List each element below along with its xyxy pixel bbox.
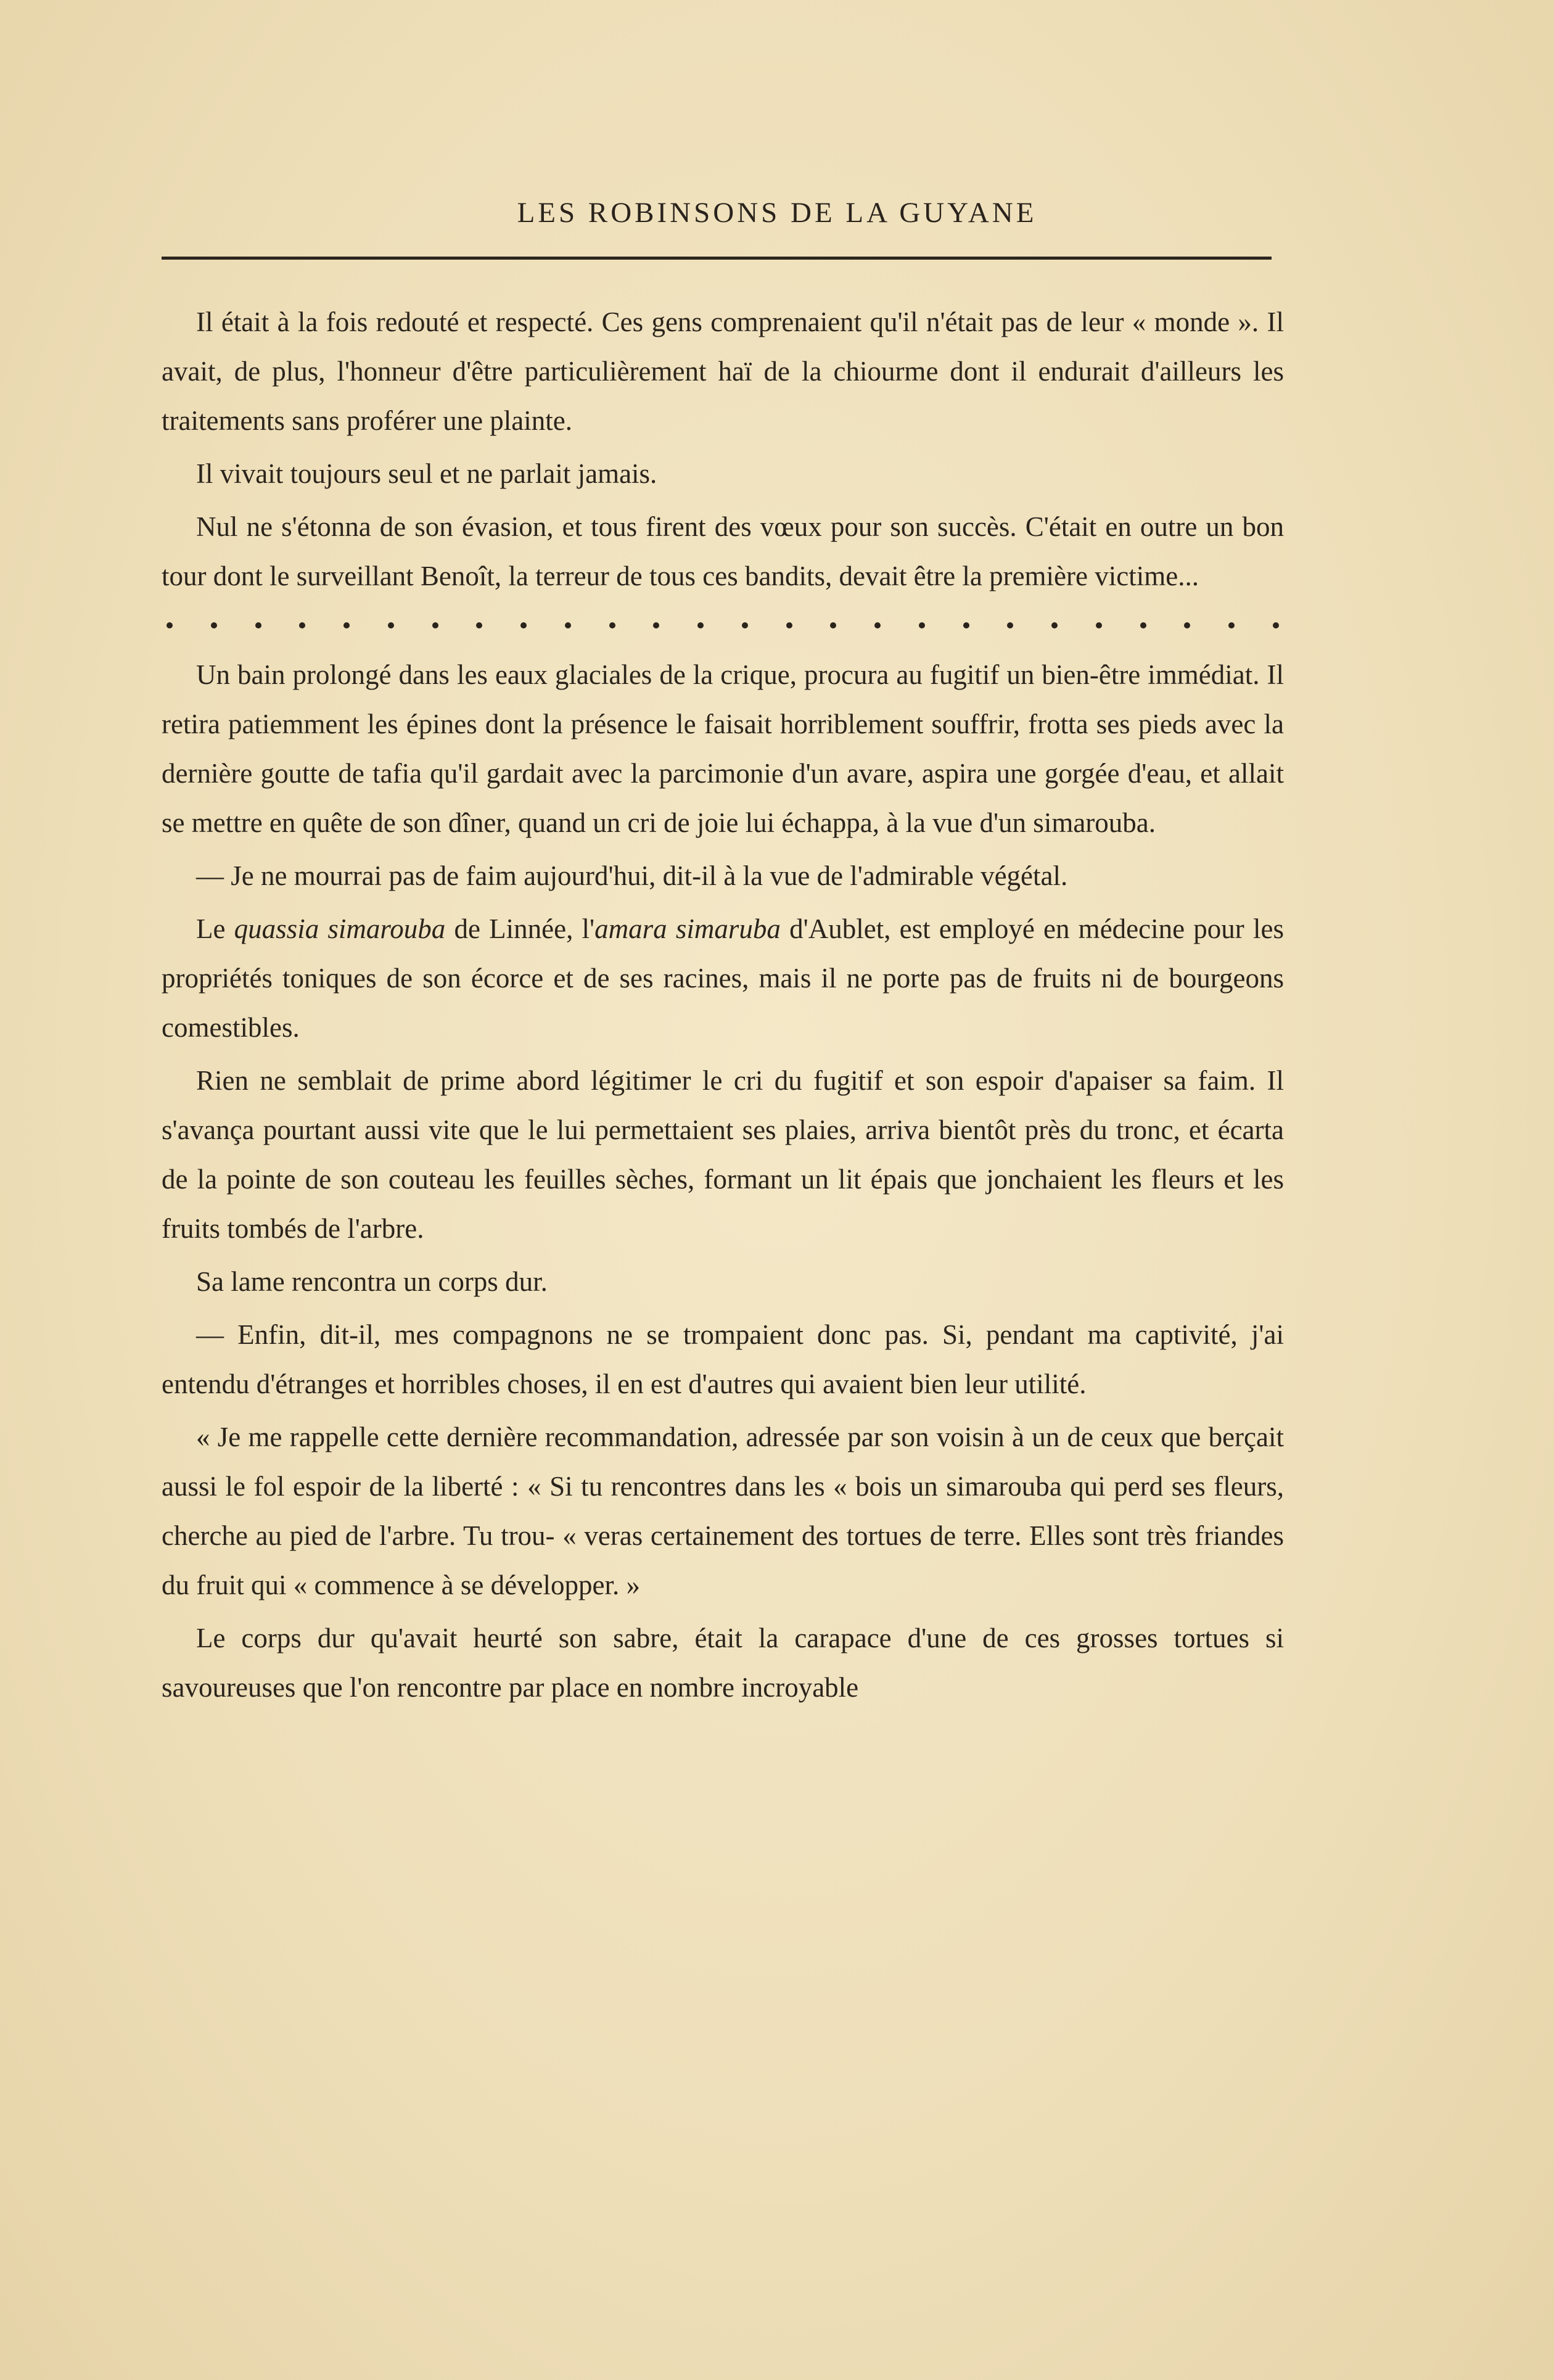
paragraph: Nul ne s'étonna de son évasion, et tous firent des vœux pour son succès. C'était en outre un bon tour dont le surveillant Benoît, la terreur de tous ces bandits, devait être la première victime... (162, 511, 1284, 591)
paragraph: Il vivait toujours seul et ne parlait jamais. (196, 458, 657, 489)
paragraph: — Je ne mourrai pas de faim aujourd'hui, dit-il à la vue de l'admirable végétal. (196, 860, 1068, 891)
italic-term: amara simaruba (594, 913, 781, 944)
paragraph: Sa lame rencontra un corps dur. (196, 1266, 548, 1297)
paragraph: — Enfin, dit-il, mes compagnons ne se trompaient donc pas. Si, pendant ma captivité, j'ai entendu d'étranges et horribles choses, il en est d'autres qui avaient bien leur utilité. (162, 1319, 1284, 1399)
paragraph-linnee: Le quassia simarouba de Linnée, l'amara simaruba d'Aublet, est employé en médecine pour les propriétés toniques de son écorce et de ses racines, mais il ne porte pas de fruits ni de bourgeons comestibles. (162, 913, 1284, 1043)
section-break-dots (162, 601, 1284, 650)
paragraph: Un bain prolongé dans les eaux glaciales de la crique, procura au fugitif un bien-être immédiat. Il retira patiemment les épines dont la présence le faisait horriblement souffrir, frotta ses pieds avec la dernière goutte de tafia qu'il gardait avec la parcimonie d'un avare, aspira une gorgée d'eau, et allait se mettre en quête de son dîner, quand un cri de joie lui échappa, à la vue d'un simarouba. (162, 659, 1284, 838)
body-text (162, 297, 1284, 1712)
italic-term: quassia simarouba (234, 913, 446, 944)
paragraph: Le corps dur qu'avait heurté son sabre, était la carapace d'une de ces grosses tortues si savoureuses que l'on rencontre par place en nombre incroyable (162, 1623, 1284, 1703)
header-rule (162, 257, 1272, 260)
paragraph: « Je me rappelle cette dernière recommandation, adressée par son voisin à un de ceux que berçait aussi le fol espoir de la liberté : « Si tu rencontres dans les « bois un simarouba qui perd ses fleurs, cherche au pied de l'arbre. Tu trou- « veras certainement des tortues de terre. Elles sont très friandes du fruit qui « commence à se développer. » (162, 1422, 1284, 1600)
running-head: LES ROBINSONS DE LA GUYANE (517, 197, 1037, 229)
paragraph: Rien ne semblait de prime abord légitimer le cri du fugitif et son espoir d'apaiser sa faim. Il s'avança pourtant aussi vite que le lui permettaient ses plaies, arriva bientôt près du tronc, et écarta de la pointe de son couteau les feuilles sèches, formant un lit épais que jonchaient les fleurs et les fruits tombés de l'arbre. (162, 1065, 1284, 1244)
paragraph: Il était à la fois redouté et respecté. Ces gens comprenaient qu'il n'était pas de leur « monde ». Il avait, de plus, l'honneur d'être particulièrement haï de la chiourme dont il endurait d'ailleurs les traitements sans proférer une plainte. (162, 307, 1284, 436)
